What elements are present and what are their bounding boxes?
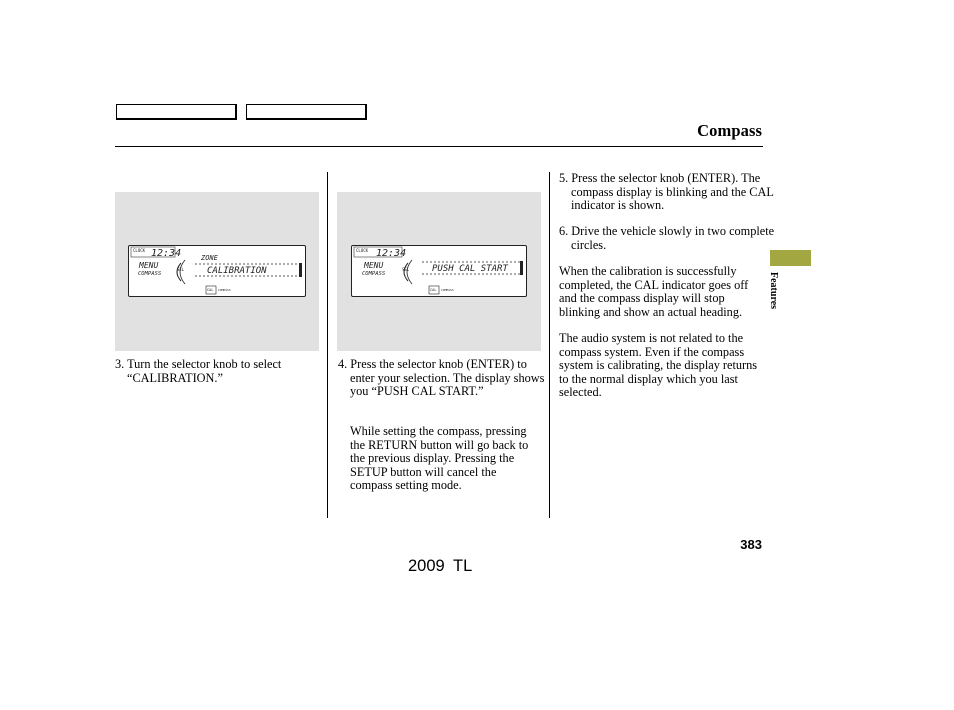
compass-menu-label: COMPASS xyxy=(138,271,162,277)
menu-label: MENU xyxy=(139,261,159,270)
clock-time: 12:34 xyxy=(151,248,182,259)
column-divider-1 xyxy=(327,172,328,518)
step-5-text: 5. Press the selector knob (ENTER). The compass display is blinking and the CAL indicator is shown. xyxy=(559,171,774,213)
clock-time: 12:34 xyxy=(376,248,407,259)
display-illustration-push-cal-start xyxy=(337,192,541,351)
menu-label: MENU xyxy=(364,261,384,270)
push-cal-start-option: PUSH CAL START xyxy=(432,264,508,274)
calibration-complete-text: When the calibration is successfully completed, the CAL indicator goes off and the compass display will stop blinking and show an actual heading. xyxy=(559,264,749,319)
sel-label: SEL xyxy=(402,267,410,272)
audio-system-note-text: The audio system is not related to the compass system. Even if the compass system is calibrating, the display returns to the normal display which you last selected. xyxy=(559,331,758,400)
section-tab xyxy=(770,250,811,266)
compass-indicator-label: COMPASS xyxy=(218,288,231,292)
footer-model: 2009 TL xyxy=(408,557,473,575)
lcd-display xyxy=(351,245,527,297)
zone-option: ZONE xyxy=(201,254,218,262)
nav-box-2[interactable] xyxy=(246,104,367,120)
column-divider-2 xyxy=(549,172,550,518)
calibration-option: CALIBRATION xyxy=(207,266,267,276)
setting-note-text: While setting the compass, pressing the RETURN button will go back to the previous display. Pressing the SETUP button will cancel the compass setting mode. xyxy=(350,424,529,493)
page-number: 383 xyxy=(740,537,762,552)
step-6-text: 6. Drive the vehicle slowly in two complete circles. xyxy=(559,224,775,252)
compass-indicator-label: COMPASS xyxy=(441,288,454,292)
display-illustration-calibration xyxy=(115,192,319,351)
lcd-graphic xyxy=(129,246,305,296)
compass-menu-label: COMPASS xyxy=(362,271,386,277)
lcd-display xyxy=(128,245,306,297)
sel-label: SEL xyxy=(177,267,185,272)
selection-end-bar xyxy=(299,263,302,277)
cal-indicator-label: CAL xyxy=(430,288,437,292)
clock-label: CLOCK xyxy=(356,248,369,253)
page-title: Compass xyxy=(697,121,762,140)
section-label: Features xyxy=(768,272,779,310)
lcd-graphic xyxy=(352,246,526,296)
nav-box-1[interactable] xyxy=(116,104,237,120)
header-rule xyxy=(115,146,763,147)
selection-end-bar xyxy=(520,261,523,275)
step-3-text: 3. Turn the selector knob to select “CALIBRATION.” xyxy=(115,357,282,385)
clock-label: CLOCK xyxy=(133,248,146,253)
step-4-text: 4. Press the selector knob (ENTER) to enter your selection. The display shows you “PUSH CAL START.” xyxy=(338,357,545,399)
cal-indicator-label: CAL xyxy=(207,288,214,292)
